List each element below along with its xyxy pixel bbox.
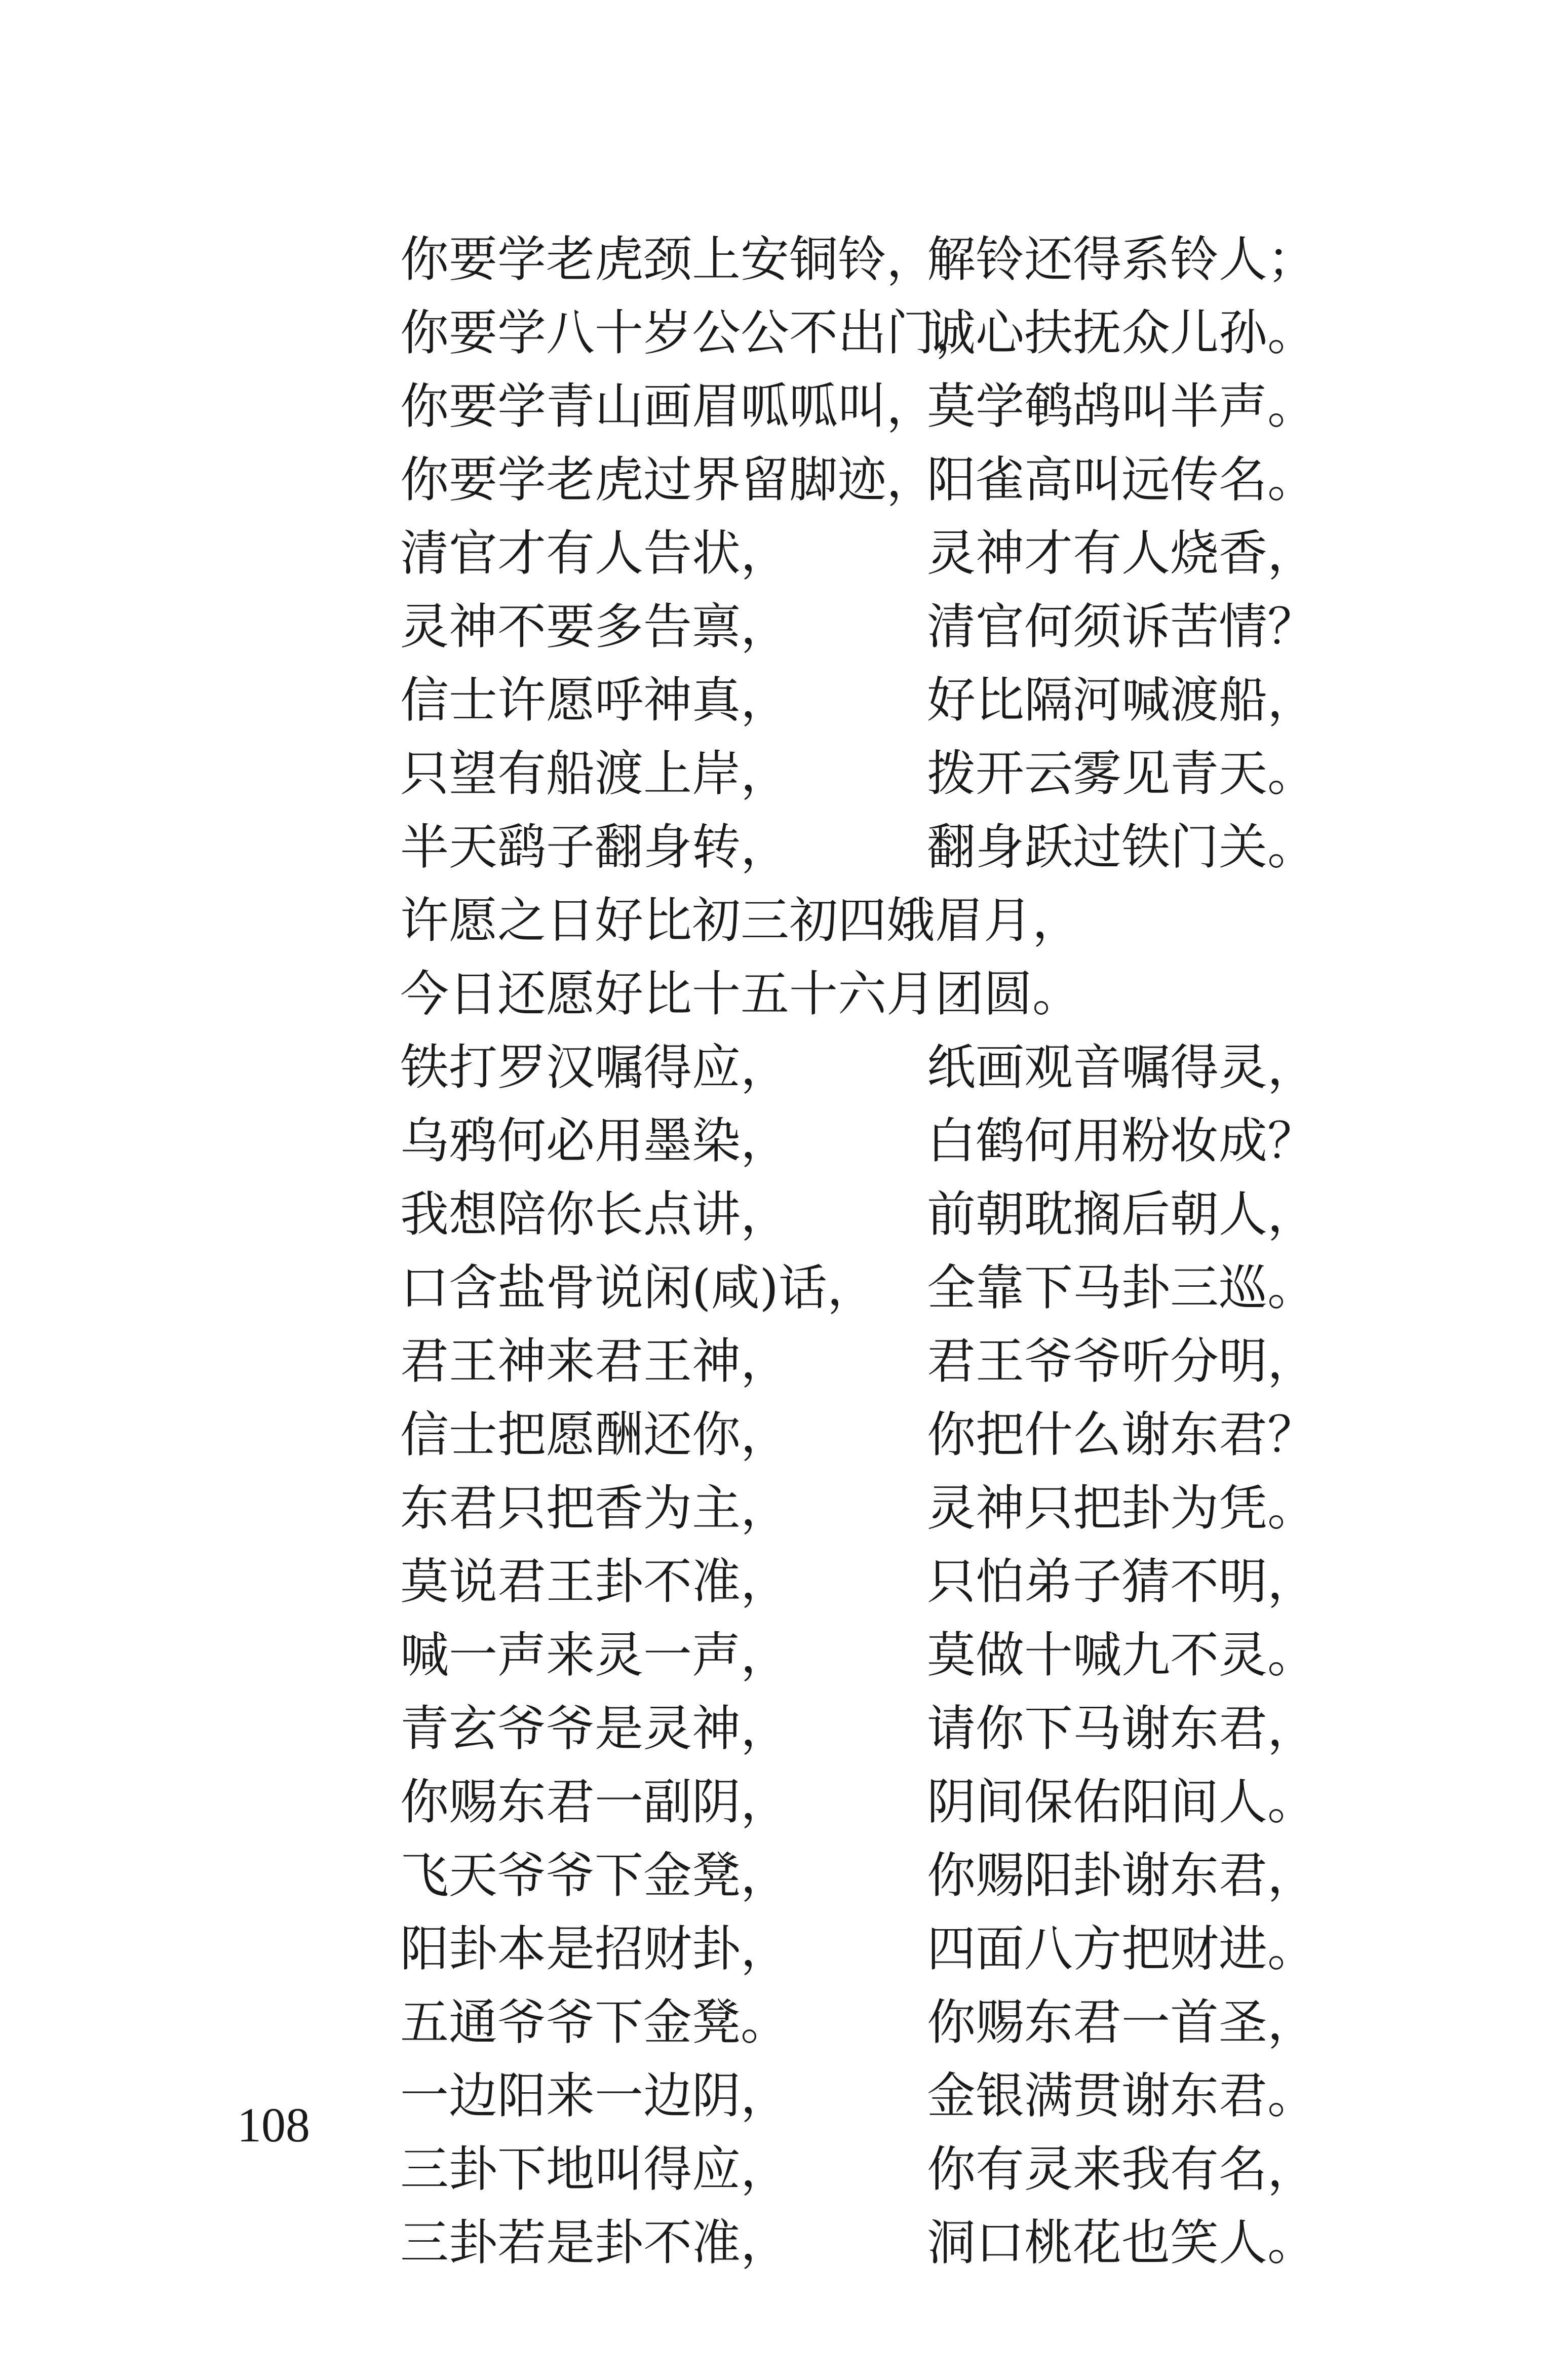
verse-line bbox=[400, 664, 1316, 737]
verse-first-half: 飞天爷爷下金凳， bbox=[400, 1847, 789, 1904]
verse-line bbox=[400, 1619, 1316, 1692]
verse-line bbox=[400, 370, 1316, 443]
verse-second-half: 翻身跃过铁门关。 bbox=[927, 819, 1316, 875]
verse-line bbox=[400, 1986, 1316, 2059]
verse-first-half: 乌鸦何必用墨染， bbox=[400, 1112, 789, 1169]
verse-second-half: 请你下马谢东君， bbox=[927, 1700, 1316, 1757]
verse-line bbox=[400, 1178, 1316, 1251]
verse-second-half: 你赐阳卦谢东君， bbox=[927, 1847, 1316, 1904]
verse-line bbox=[400, 1765, 1316, 1839]
verse-first-half: 只望有船渡上岸， bbox=[400, 745, 789, 802]
verse-second-half: 你把什么谢东君？ bbox=[927, 1406, 1316, 1463]
verse-second-half: 阳雀高叫远传名。 bbox=[927, 451, 1316, 508]
verse-second-half: 解铃还得系铃人； bbox=[927, 231, 1316, 288]
verse-line bbox=[400, 223, 1316, 296]
verse-second-half: 你赐东君一首圣， bbox=[927, 1994, 1316, 2051]
verse-second-half: 拨开云雾见青天。 bbox=[927, 745, 1316, 802]
verse-first-half: 铁打罗汉嘱得应， bbox=[400, 1039, 789, 1096]
verse-second-half: 洞口桃花也笑人。 bbox=[927, 2214, 1316, 2271]
verse-first-half: 莫说君王卦不准， bbox=[400, 1553, 789, 1610]
verse-line-full bbox=[400, 957, 1312, 1031]
verse-line bbox=[400, 1398, 1316, 1472]
verse-line bbox=[400, 1325, 1316, 1398]
verse-line bbox=[400, 1472, 1316, 1545]
verse-second-half: 灵神才有人烧香， bbox=[927, 525, 1316, 582]
verse-first-half: 清官才有人告状， bbox=[400, 525, 789, 582]
verse-second-half: 四面八方把财进。 bbox=[927, 1921, 1316, 1977]
verse-second-half: 金银满贯谢东君。 bbox=[927, 2067, 1316, 2124]
verse-first-half: 三卦下地叫得应， bbox=[400, 2141, 789, 2198]
verse-first-half: 青玄爷爷是灵神， bbox=[400, 1700, 789, 1757]
verse-second-half: 你有灵来我有名， bbox=[927, 2141, 1316, 2198]
verse-line bbox=[400, 1031, 1316, 1104]
verse-line bbox=[400, 1251, 1316, 1325]
verse-second-half: 好比隔河喊渡船， bbox=[927, 672, 1316, 728]
verse-first-half: 你要学八十岁公公不出门， bbox=[400, 304, 984, 361]
verse-second-half: 前朝耽搁后朝人， bbox=[927, 1186, 1316, 1243]
verse-second-half: 全靠下马卦三巡。 bbox=[927, 1259, 1316, 1316]
verse-first-half: 你赐东君一副阴， bbox=[400, 1774, 789, 1830]
verse-full-line: 今日还愿好比十五十六月团圆。 bbox=[400, 966, 1081, 1022]
verse-line bbox=[400, 590, 1316, 664]
verse-first-half: 你要学青山画眉呱呱叫， bbox=[400, 378, 935, 435]
verse-first-half: 你要学老虎过界留脚迹， bbox=[400, 451, 935, 508]
verse-first-half: 喊一声来灵一声， bbox=[400, 1627, 789, 1683]
verse-first-half: 君王神来君王神， bbox=[400, 1333, 789, 1390]
verse-line bbox=[400, 1545, 1316, 1619]
verse-line bbox=[400, 1692, 1316, 1765]
verse-line bbox=[400, 2206, 1316, 2280]
verse-first-half: 阳卦本是招财卦， bbox=[400, 1921, 789, 1977]
verse-first-half: 东君只把香为主， bbox=[400, 1480, 789, 1537]
verse-line bbox=[400, 2059, 1316, 2133]
verse-second-half: 莫做十喊九不灵。 bbox=[927, 1627, 1316, 1683]
verse-line bbox=[400, 443, 1316, 517]
verse-first-half: 信士许愿呼神真， bbox=[400, 672, 789, 728]
verse-second-half: 清官何须诉苦情？ bbox=[927, 598, 1316, 655]
verse-line-full bbox=[400, 884, 1312, 957]
verse-second-half: 只怕弟子猜不明， bbox=[927, 1553, 1316, 1610]
verse-line bbox=[400, 296, 1316, 370]
verse-full-line: 许愿之日好比初三初四娥眉月， bbox=[400, 892, 1081, 949]
verse-first-half: 五通爷爷下金凳。 bbox=[400, 1994, 789, 2051]
verse-second-half: 纸画观音嘱得灵， bbox=[927, 1039, 1316, 1096]
verse-second-half: 莫学鹌鸪叫半声。 bbox=[927, 378, 1316, 435]
verse-second-half: 阴间保佑阳间人。 bbox=[927, 1774, 1316, 1830]
verse-first-half: 口含盐骨说闲(咸)话， bbox=[400, 1259, 876, 1316]
verse-first-half: 灵神不要多告禀， bbox=[400, 598, 789, 655]
verse-first-half: 三卦若是卦不准， bbox=[400, 2214, 789, 2271]
verse-second-half: 白鹤何用粉妆成？ bbox=[927, 1112, 1316, 1169]
verse-second-half: 灵神只把卦为凭。 bbox=[927, 1480, 1316, 1537]
verse-line bbox=[400, 737, 1316, 811]
verse-line bbox=[400, 2133, 1316, 2206]
verse-line bbox=[400, 1104, 1316, 1178]
verse-first-half: 半天鹞子翻身转， bbox=[400, 819, 789, 875]
verse-line bbox=[400, 1839, 1316, 1912]
verse-first-half: 一边阳来一边阴， bbox=[400, 2067, 789, 2124]
verse-second-half: 君王爷爷听分明， bbox=[927, 1333, 1316, 1390]
verse-first-half: 你要学老虎颈上安铜铃， bbox=[400, 231, 935, 288]
page-number: 108 bbox=[237, 2098, 310, 2152]
verse-first-half: 信士把愿酬还你， bbox=[400, 1406, 789, 1463]
verse-line bbox=[400, 1912, 1316, 1986]
verse-block bbox=[400, 223, 1316, 2280]
verse-second-half: 诚心扶抚众儿孙。 bbox=[927, 304, 1316, 361]
verse-first-half: 我想陪你长点讲， bbox=[400, 1186, 789, 1243]
verse-line bbox=[400, 811, 1316, 884]
verse-line bbox=[400, 517, 1316, 590]
